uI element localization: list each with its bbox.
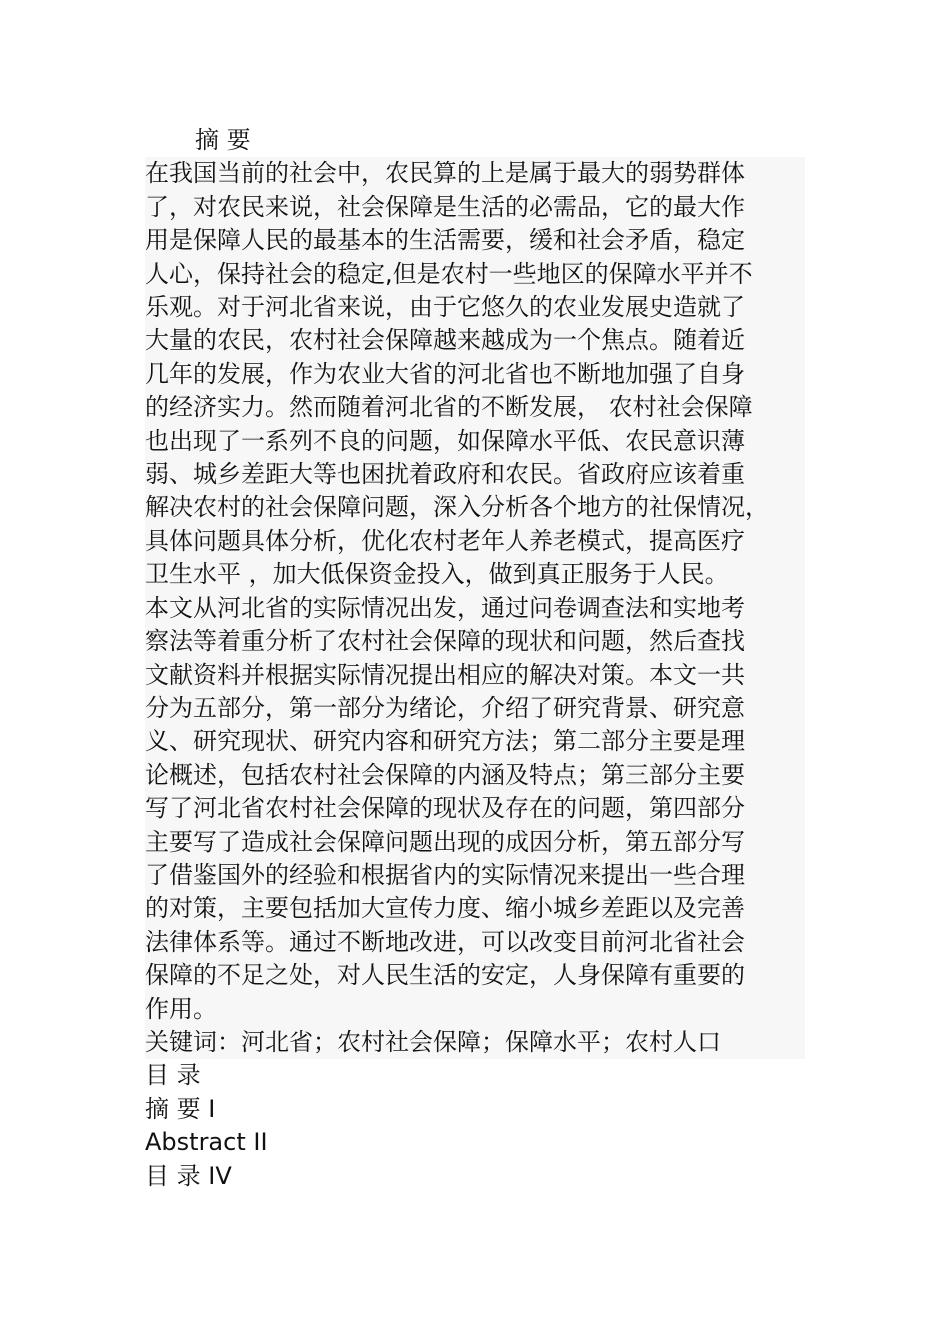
- paragraph-line: 法律体系等。通过不断地改进，可以改变目前河北省社会: [145, 926, 805, 959]
- paragraph-line: 分为五部分，第一部分为绪论，介绍了研究背景、研究意: [145, 692, 805, 725]
- paragraph-line: 察法等着重分析了农村社会保障的现状和问题，然后查找: [145, 625, 805, 658]
- paragraph-line: 大量的农民，农村社会保障越来越成为一个焦点。随着近: [145, 324, 805, 357]
- paragraph-line: 也出现了一系列不良的问题，如保障水平低、农民意识薄: [145, 425, 805, 458]
- paragraph-line: 写了河北省农村社会保障的现状及存在的问题，第四部分: [145, 792, 805, 825]
- paragraph-line: 本文从河北省的实际情况出发，通过问卷调查法和实地考: [145, 592, 805, 625]
- abstract-paragraph-1: [145, 157, 805, 591]
- paragraph-line: 人心，保持社会的稳定,但是农村一些地区的保障水平并不: [145, 258, 805, 291]
- keywords-line: 关键词：河北省；农村社会保障；保障水平；农村人口: [145, 1026, 805, 1059]
- paragraph-line: 解决农村的社会保障问题，深入分析各个地方的社保情况，: [145, 491, 805, 524]
- paragraph-line: 了，对农民来说，社会保障是生活的必需品，它的最大作: [145, 191, 805, 224]
- paragraph-line: 作用。: [145, 993, 805, 1026]
- paragraph-line: 卫生水平 ，加大低保资金投入，做到真正服务于人民。: [145, 558, 805, 591]
- paragraph-line: 保障的不足之处，对人民生活的安定，人身保障有重要的: [145, 959, 805, 992]
- paragraph-line: 了借鉴国外的经验和根据省内的实际情况来提出一些合理: [145, 859, 805, 892]
- paragraph-line: 乐观。对于河北省来说，由于它悠久的农业发展史造就了: [145, 291, 805, 324]
- toc-item: Abstract II: [145, 1128, 268, 1157]
- toc-item: 摘 要 I: [145, 1094, 216, 1123]
- abstract-paragraph-2: [145, 592, 805, 1026]
- paragraph-line: 具体问题具体分析，优化农村老年人养老模式，提高医疗: [145, 525, 805, 558]
- document-page: [145, 124, 805, 1193]
- paragraph-line: 文献资料并根据实际情况提出相应的解决对策。本文一共: [145, 659, 805, 692]
- toc-title: 目 录: [145, 1061, 201, 1090]
- paragraph-line: 论概述，包括农村社会保障的内涵及特点；第三部分主要: [145, 759, 805, 792]
- paragraph-line: 几年的发展，作为农业大省的河北省也不断地加强了自身: [145, 358, 805, 391]
- toc-item: 目 录 IV: [145, 1161, 232, 1190]
- paragraph-line: 主要写了造成社会保障问题出现的成因分析，第五部分写: [145, 826, 805, 859]
- paragraph-line: 的经济实力。然而随着河北省的不断发展， 农村社会保障: [145, 391, 805, 424]
- paragraph-line: 弱、城乡差距大等也困扰着政府和农民。省政府应该着重: [145, 458, 805, 491]
- paragraph-line: 用是保障人民的最基本的生活需要，缓和社会矛盾，稳定: [145, 224, 805, 257]
- paragraph-line: 的对策，主要包括加大宣传力度、缩小城乡差距以及完善: [145, 892, 805, 925]
- paragraph-line: 在我国当前的社会中，农民算的上是属于最大的弱势群体: [145, 157, 805, 190]
- abstract-title: 摘 要: [195, 126, 251, 154]
- paragraph-line: 义、研究现状、研究内容和研究方法；第二部分主要是理: [145, 725, 805, 758]
